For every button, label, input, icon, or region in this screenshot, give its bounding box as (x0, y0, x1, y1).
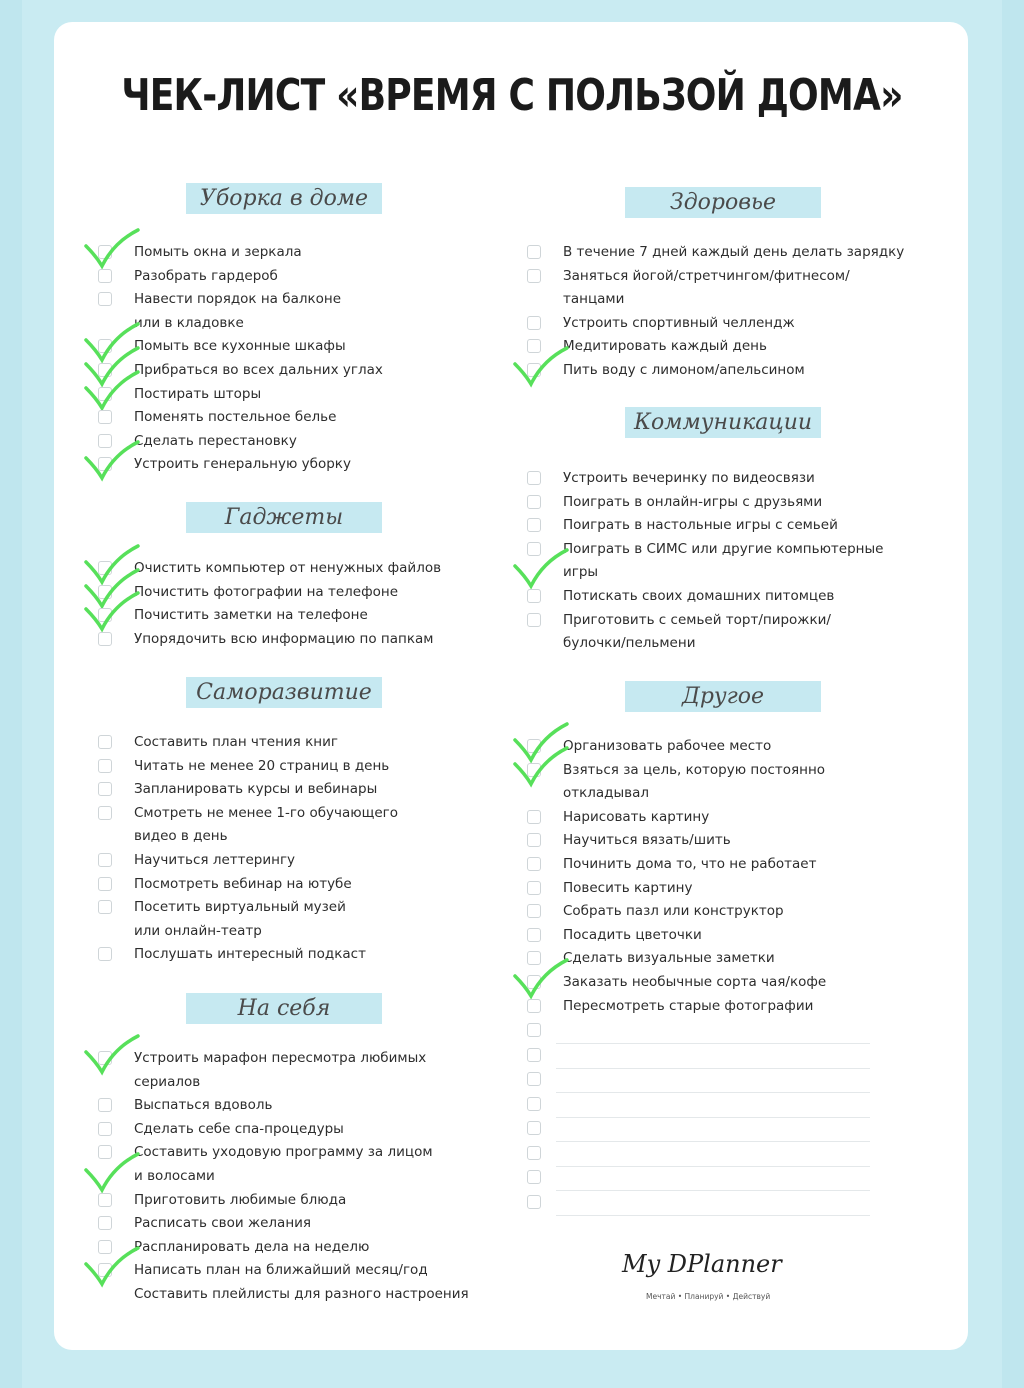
checkbox[interactable] (98, 947, 112, 961)
blank-line (556, 1043, 870, 1044)
page-title: ЧЕК-ЛИСТ «ВРЕМЯ С ПОЛЬЗОЙ ДОМА» (121, 70, 903, 121)
checklist-item-text: Починить дома то, что не работает (563, 856, 817, 872)
checklist-item-text: Разобрать гардероб (134, 267, 278, 284)
checklist-item-text: или в кладовке (134, 314, 244, 331)
checkbox[interactable] (98, 1240, 112, 1254)
checklist-item-text: Постирать шторы (134, 385, 262, 402)
checklist-item-text: танцами (563, 291, 625, 308)
blank-line (556, 1141, 870, 1142)
checklist-item-text: Составить плейлисты для разного настроения (134, 1286, 469, 1302)
checklist-item-text: Приготовить с семьей торт/пирожки/ (563, 611, 831, 628)
checklist-item-text: Взяться за цель, которую постоянно (563, 761, 826, 778)
planner-logo: My DPlanner (622, 1250, 782, 1278)
checkbox[interactable] (527, 1048, 541, 1062)
checkbox[interactable] (98, 1145, 112, 1159)
checkbox[interactable] (527, 857, 541, 871)
blank-line (556, 1092, 870, 1093)
checklist-item-text: Пересмотреть старые фотографии (563, 997, 814, 1014)
checkbox[interactable] (527, 881, 541, 895)
checklist-item-text: Выспаться вдоволь (134, 1097, 273, 1114)
checklist-item-text: сериалов (134, 1073, 201, 1090)
checklist-item-text: Сделать себе спа-процедуры (134, 1120, 344, 1137)
checkbox[interactable] (527, 269, 541, 283)
planner-tagline: Мечтай • Планируй • Действуй (646, 1292, 771, 1301)
checklist-item-text: Поиграть в онлайн-игры с друзьями (563, 493, 823, 510)
checklist-item-text: Заняться йогой/стретчингом/фитнесом/ (563, 267, 850, 284)
checkbox[interactable] (98, 1098, 112, 1112)
checklist-item-text: Поменять постельное белье (134, 409, 337, 426)
checklist-item-text: Запланировать курсы и вебинары (134, 781, 378, 798)
checklist-item-text: Посмотреть вебинар на ютубе (134, 875, 352, 892)
checklist-item-text: Упорядочить всю информацию по папкам (134, 630, 434, 647)
checkbox[interactable] (98, 1193, 112, 1207)
checkbox[interactable] (98, 759, 112, 773)
section-heading-comm: Коммуникации (625, 407, 821, 438)
checklist-item-text: Послушать интересный подкаст (134, 946, 366, 963)
section-heading-gadgets: Гаджеты (186, 502, 382, 533)
checklist-item-text: Составить план чтения книг (134, 734, 338, 750)
checklist-item-text: Пить воду с лимоном/апельсином (563, 362, 805, 378)
checkbox[interactable] (98, 608, 112, 622)
checklist-item-text: Очистить компьютер от ненужных файлов (134, 560, 442, 576)
checklist-item-text: видео в день (134, 828, 228, 845)
checklist-item-text: Заказать необычные сорта чая/кофе (563, 974, 827, 990)
checklist-item-text: Расписать свои желания (134, 1215, 312, 1232)
checkbox[interactable] (527, 1023, 541, 1037)
checklist-item-text: Посетить виртуальный музей (134, 899, 346, 916)
checkbox[interactable] (98, 434, 112, 448)
checklist-item-text: Сделать визуальные заметки (563, 950, 775, 967)
blank-line (556, 1166, 870, 1167)
checkbox[interactable] (98, 457, 112, 471)
checklist-item-text: Устроить вечеринку по видеосвязи (563, 470, 815, 486)
checkbox[interactable] (98, 585, 112, 599)
checkbox[interactable] (98, 806, 112, 820)
checklist-item-text: игры (563, 564, 599, 581)
checkbox[interactable] (98, 561, 112, 575)
checkbox[interactable] (527, 1170, 541, 1184)
checkbox[interactable] (98, 1122, 112, 1136)
section-heading-other: Другое (625, 681, 821, 712)
checkbox[interactable] (98, 1263, 112, 1277)
checklist-item-text: откладывал (563, 785, 650, 802)
checkbox[interactable] (527, 810, 541, 824)
checklist-item-text: Устроить спортивный челлендж (563, 314, 795, 331)
checkbox[interactable] (527, 904, 541, 918)
checklist-item-text: Научиться вязать/шить (563, 832, 731, 849)
checklist-item-text: Медитировать каждый день (563, 338, 767, 355)
checklist-item-text: Устроить марафон пересмотра любимых (134, 1050, 427, 1066)
checkbox[interactable] (98, 735, 112, 749)
checklist-item-text: Почистить фотографии на телефоне (134, 583, 399, 600)
checklist-item-text: Помыть все кухонные шкафы (134, 338, 346, 355)
checkbox[interactable] (527, 951, 541, 965)
blank-line (556, 1068, 870, 1069)
checkbox[interactable] (527, 613, 541, 627)
checklist-item-text: или онлайн-театр (134, 922, 262, 939)
checklist-item-text: Прибраться во всех дальних углах (134, 362, 383, 378)
checkbox[interactable] (98, 877, 112, 891)
checkbox[interactable] (98, 1216, 112, 1230)
checklist-item-text: Читать не менее 20 страниц в день (134, 757, 390, 774)
checklist-item-text: Организовать рабочее место (563, 738, 772, 754)
checklist-item-text: Приготовить любимые блюда (134, 1191, 347, 1208)
checkbox[interactable] (98, 269, 112, 283)
checklist-item-text: Посадить цветочки (563, 926, 702, 943)
checklist-item-text: Научиться леттерингу (134, 852, 296, 868)
checklist-item-text: Устроить генеральную уборку (134, 456, 351, 473)
checklist-item-text: Написать план на ближайший месяц/год (134, 1262, 428, 1279)
checkbox[interactable] (527, 1097, 541, 1111)
checkbox[interactable] (98, 245, 112, 259)
section-heading-selfdev: Саморазвитие (186, 677, 382, 708)
checkbox[interactable] (527, 339, 541, 353)
checklist-item-text: Почистить заметки на телефоне (134, 607, 368, 624)
checkbox[interactable] (527, 1146, 541, 1160)
checkbox[interactable] (527, 589, 541, 603)
checkbox[interactable] (527, 739, 541, 753)
checkbox[interactable] (527, 833, 541, 847)
checkbox[interactable] (98, 900, 112, 914)
section-heading-health: Здоровье (625, 187, 821, 218)
blank-line (556, 1215, 870, 1216)
checklist-item-text: Распланировать дела на неделю (134, 1238, 370, 1255)
checklist-item-text: и волосами (134, 1168, 215, 1184)
checklist-item-text: Повесить картину (563, 879, 693, 896)
checklist-item-text: Поиграть в настольные игры с семьей (563, 517, 838, 534)
checkbox[interactable] (527, 363, 541, 377)
checkbox[interactable] (527, 542, 541, 556)
checkbox[interactable] (98, 339, 112, 353)
checklist-item-text: В течение 7 дней каждый день делать зарядку (563, 244, 905, 260)
checklist-item-text: Смотреть не менее 1-го обучающего (134, 804, 399, 821)
section-heading-cleaning: Уборка в доме (186, 183, 382, 214)
checkbox[interactable] (527, 1121, 541, 1135)
checkbox[interactable] (527, 928, 541, 942)
checkbox[interactable] (527, 1195, 541, 1209)
checkbox[interactable] (527, 471, 541, 485)
checklist-item-text: Потискать своих домашних питомцев (563, 588, 835, 604)
checklist-item-text: Нарисовать картину (563, 808, 710, 825)
checklist-item-text: Сделать перестановку (134, 432, 297, 449)
checkbox[interactable] (527, 975, 541, 989)
checkbox[interactable] (527, 245, 541, 259)
blank-line (556, 1190, 870, 1191)
checkbox[interactable] (527, 518, 541, 532)
checkbox[interactable] (98, 782, 112, 796)
checkbox[interactable] (98, 632, 112, 646)
checklist-item-text: Навести порядок на балконе (134, 291, 342, 308)
checkbox[interactable] (527, 1072, 541, 1086)
checklist-item-text: Помыть окна и зеркала (134, 244, 302, 260)
checklist-item-text: Составить уходовую программу за лицом (134, 1144, 433, 1161)
checkbox[interactable] (527, 999, 541, 1013)
checklist-item-text: булочки/пельмени (563, 635, 696, 652)
section-heading-forme: На себя (186, 993, 382, 1024)
checkbox[interactable] (98, 853, 112, 867)
checkbox[interactable] (98, 1051, 112, 1065)
checkbox[interactable] (527, 763, 541, 777)
checkbox[interactable] (98, 410, 112, 424)
checkbox[interactable] (527, 495, 541, 509)
checklist-item-text: Поиграть в СИМС или другие компьютерные (563, 540, 884, 557)
checkbox[interactable] (98, 387, 112, 401)
checkbox[interactable] (527, 316, 541, 330)
checklist-item-text: Собрать пазл или конструктор (563, 903, 784, 920)
checkbox[interactable] (98, 292, 112, 306)
blank-line (556, 1117, 870, 1118)
checkbox[interactable] (98, 363, 112, 377)
